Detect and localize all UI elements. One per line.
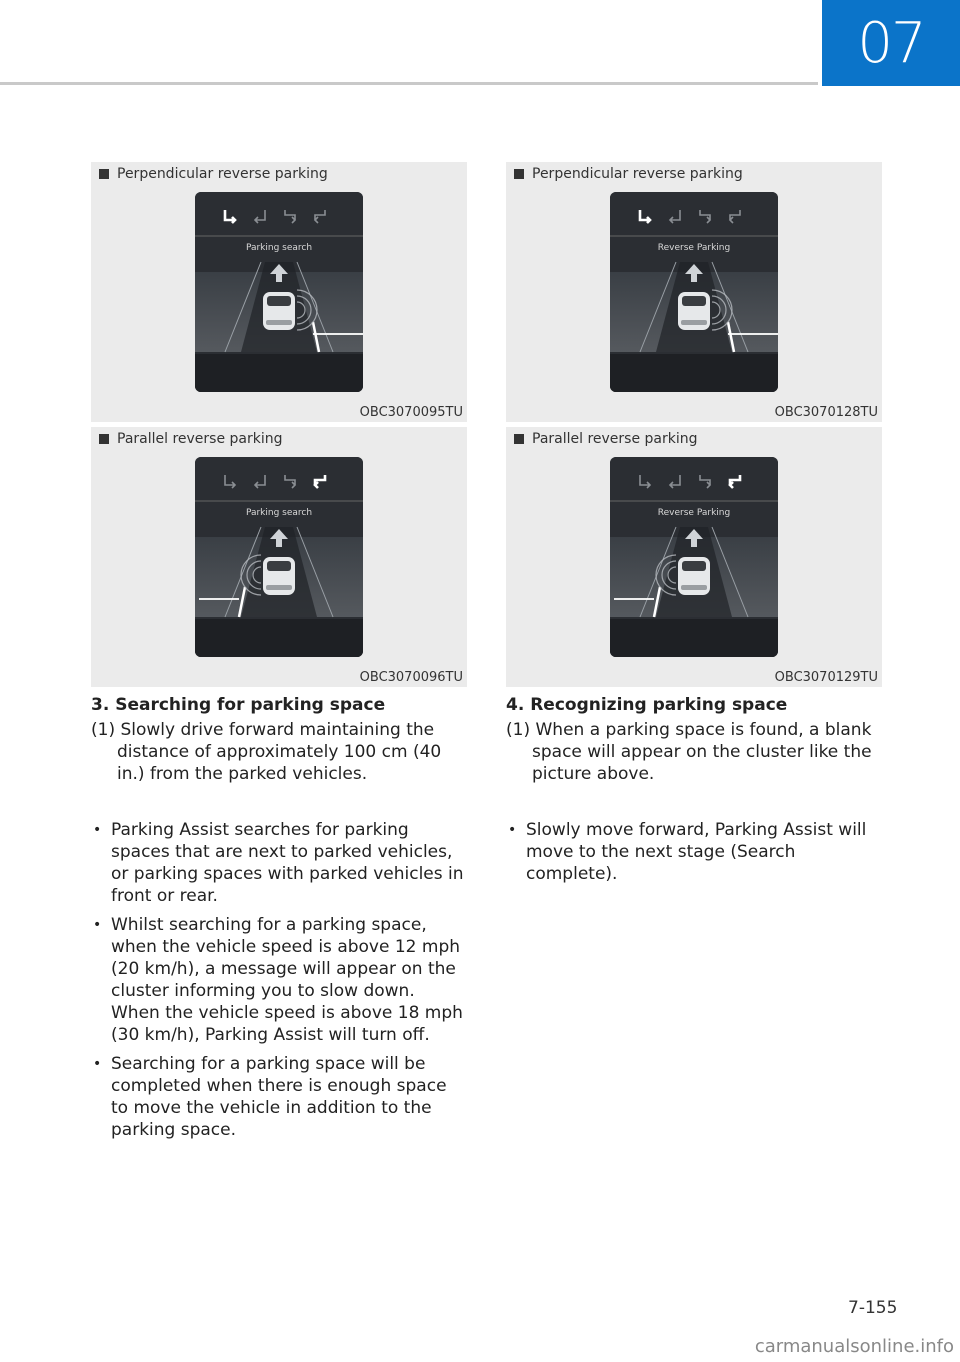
screen-status-text: Parking search <box>245 243 313 253</box>
square-bullet-icon <box>514 169 524 179</box>
figure-label: Parallel reverse parking <box>514 431 698 447</box>
header-rule <box>0 82 818 85</box>
bullet-item: • Parking Assist searches for parking spaces that are next to parked vehicles, or parking spaces with parked vehicles in front or rear. <box>91 819 467 907</box>
left-column <box>91 162 467 1148</box>
chapter-tab: 07 <box>822 0 960 86</box>
screen-bottom-bar <box>195 354 363 392</box>
screen-bottom-bar <box>195 619 363 657</box>
bullet-list <box>506 819 882 885</box>
square-bullet-icon <box>514 434 524 444</box>
cluster-screen <box>610 192 778 392</box>
figure-code: OBC3070129TU <box>774 670 878 685</box>
section-heading: 3. Searching for parking space <box>91 695 386 715</box>
step-text: (1) When a parking space is found, a blank space will appear on the cluster like the picture above. <box>506 720 872 784</box>
cluster-illustration <box>195 457 363 657</box>
figure-label: Perpendicular reverse parking <box>99 166 328 182</box>
square-bullet-icon <box>99 434 109 444</box>
figure-panel <box>91 162 467 422</box>
step-text: (1) Slowly drive forward maintaining the distance of approximately 100 cm (40 in.) from the parked vehicles. <box>91 720 442 784</box>
figure-code: OBC3070128TU <box>774 405 878 420</box>
bullet-item: • Searching for a parking space will be completed when there is enough space to move the vehicle in addition to the parking space. <box>91 1053 467 1141</box>
cluster-illustration <box>195 192 363 392</box>
bullet-item: • Whilst searching for a parking space, when the vehicle speed is above 12 mph (20 km/h), a message will appear on the cluster informing you to slow down. When the vehicle speed is above 18 mph (30 km/h), Parking Assist will turn off. <box>91 914 467 1046</box>
square-bullet-icon <box>99 169 109 179</box>
watermark: carmanualsonline.info <box>754 1336 954 1357</box>
figure-panel <box>506 427 882 687</box>
figure-code: OBC3070096TU <box>359 670 463 685</box>
figure-panel <box>506 162 882 422</box>
screen-status-text: Reverse Parking <box>657 508 731 518</box>
figure-label: Perpendicular reverse parking <box>514 166 743 182</box>
car-icon <box>678 557 710 595</box>
right-column <box>506 162 882 892</box>
cluster-screen <box>195 192 363 392</box>
figure-panel <box>91 427 467 687</box>
section-heading: 4. Recognizing parking space <box>506 695 788 715</box>
bullet-item: • Slowly move forward, Parking Assist will move to the next stage (Search complete). <box>506 819 882 885</box>
page-number: 7-155 <box>848 1298 898 1318</box>
screen-status-text: Reverse Parking <box>657 243 731 253</box>
cluster-screen <box>610 457 778 657</box>
figure-label: Parallel reverse parking <box>99 431 283 447</box>
screen-bottom-bar <box>610 354 778 392</box>
figure-code: OBC3070095TU <box>359 405 463 420</box>
cluster-illustration <box>610 457 778 657</box>
bullet-list <box>91 819 467 1141</box>
screen-status-text: Parking search <box>245 508 313 518</box>
car-icon <box>678 292 710 330</box>
car-icon <box>263 557 295 595</box>
cluster-screen <box>195 457 363 657</box>
cluster-illustration <box>610 192 778 392</box>
screen-bottom-bar <box>610 619 778 657</box>
car-icon <box>263 292 295 330</box>
